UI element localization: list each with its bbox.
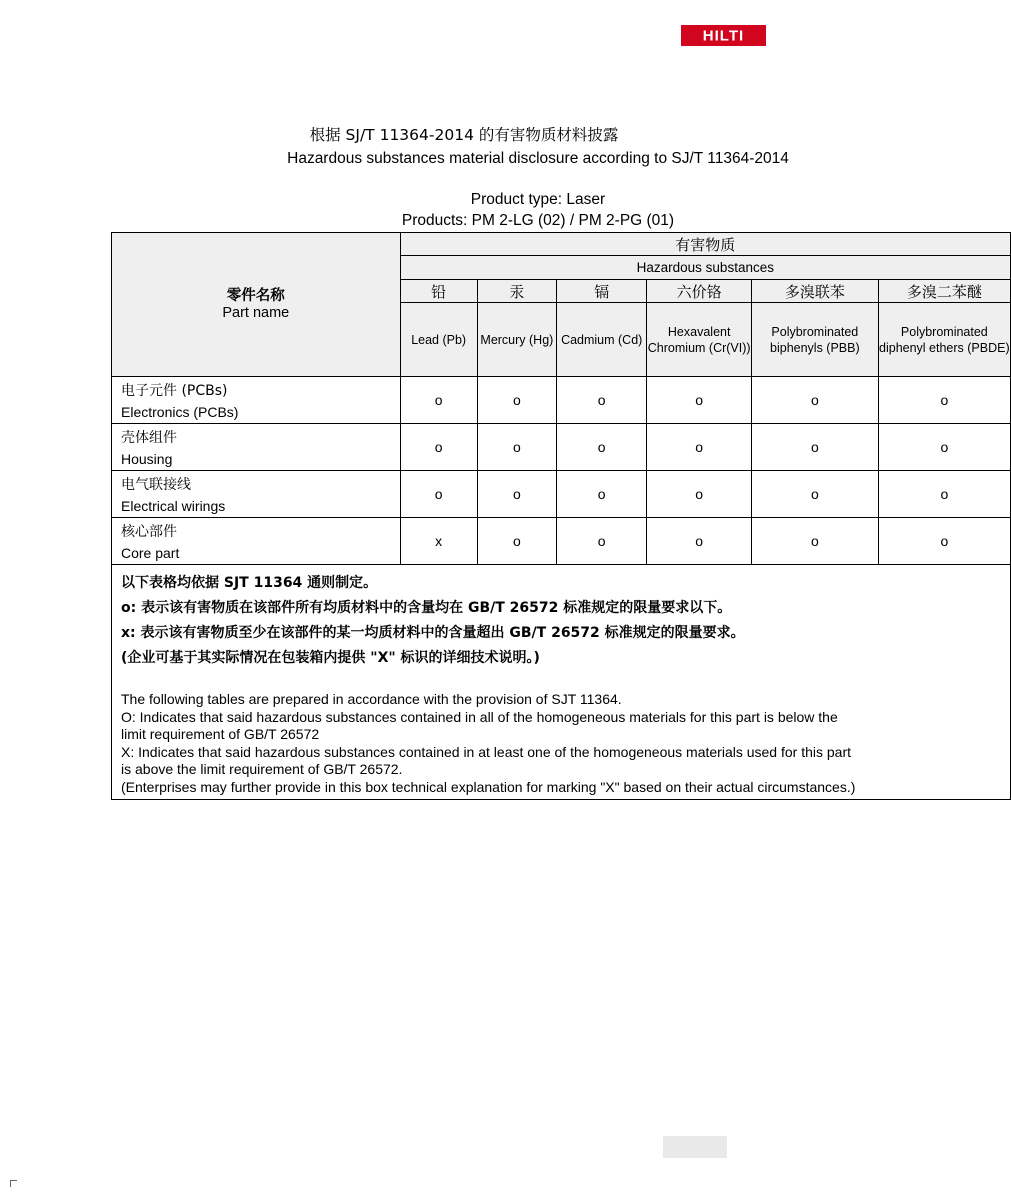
part-name-header: 零件名称 Part name (112, 233, 401, 377)
products-line: Products: PM 2-LG (02) / PM 2-PG (01) (401, 212, 675, 229)
cell-mark: o (647, 518, 752, 565)
cell-mark: o (557, 377, 647, 424)
col-zh-mercury: 汞 (477, 280, 556, 303)
cell-mark: o (878, 518, 1010, 565)
row-label: 电气联接线 Electrical wirings (112, 471, 401, 518)
col-en-pbb: Polybrominated biphenyls (PBB) (752, 303, 879, 377)
cell-mark: o (752, 471, 879, 518)
table-row (112, 424, 1011, 471)
cell-mark: o (400, 377, 477, 424)
col-zh-pbb: 多溴联苯 (752, 280, 879, 303)
cell-mark: o (752, 424, 879, 471)
table-row (112, 518, 1011, 565)
hazardous-substances-table-wrapper (111, 232, 1010, 795)
col-en-pbde: Polybrominated diphenyl ethers (PBDE) (878, 303, 1010, 377)
col-en-cadmium: Cadmium (Cd) (557, 303, 647, 377)
hilti-logo (681, 25, 766, 46)
col-zh-pbde: 多溴二苯醚 (878, 280, 1010, 303)
note-en-3: limit requirement of GB/T 26572 (121, 726, 320, 742)
group-header-zh: 有害物质 (400, 233, 1010, 256)
cell-mark: o (557, 518, 647, 565)
cell-mark: o (400, 471, 477, 518)
row-label: 壳体组件 Housing (112, 424, 401, 471)
note-zh-4: (企业可基于其实际情况在包装箱内提供 "X" 标识的详细技术说明。) (121, 650, 540, 666)
col-en-mercury: Mercury (Hg) (477, 303, 556, 377)
cell-mark: o (557, 424, 647, 471)
col-zh-chromium: 六价铬 (647, 280, 752, 303)
note-en-5: is above the limit requirement of GB/T 26572. (121, 761, 403, 777)
table-row (112, 377, 1011, 424)
col-zh-lead: 铅 (400, 280, 477, 303)
cell-mark: o (557, 471, 647, 518)
cell-mark: o (878, 377, 1010, 424)
cell-mark: o (477, 424, 556, 471)
title-english: Hazardous substances material disclosure according to SJ/T 11364-2014 (287, 150, 789, 167)
col-en-chromium: Hexavalent Chromium (Cr(VI)) (647, 303, 752, 377)
title-chinese: 根据 SJ/T 11364-2014 的有害物质材料披露 (309, 126, 619, 144)
cell-mark: o (647, 377, 752, 424)
table-row (112, 471, 1011, 518)
hazardous-substances-table (111, 232, 1011, 800)
note-zh-1: 以下表格均依据 SJT 11364 通则制定。 (121, 575, 378, 591)
page-number-box (663, 1136, 727, 1158)
note-en-1: The following tables are prepared in accordance with the provision of SJT 11364. (121, 691, 622, 707)
cell-mark: o (752, 377, 879, 424)
row-label: 电子元件 (PCBs) Electronics (PCBs) (112, 377, 401, 424)
cell-mark: o (647, 424, 752, 471)
note-zh-2: o: 表示该有害物质在该部件所有均质材料中的含量均在 GB/T 26572 标准规定的限量要求以下。 (121, 600, 732, 616)
cell-mark: o (400, 424, 477, 471)
group-header-en: Hazardous substances (400, 256, 1010, 280)
cell-mark: o (477, 471, 556, 518)
col-en-lead: Lead (Pb) (400, 303, 477, 377)
note-en-6: (Enterprises may further provide in this box technical explanation for marking "X" based on their actual circumstances.) (121, 778, 856, 795)
crop-mark (10, 1180, 17, 1187)
table-notes (112, 565, 1011, 800)
svg-text:HILTI: HILTI (702, 27, 745, 45)
cell-mark: o (878, 424, 1010, 471)
cell-mark: o (647, 471, 752, 518)
note-en-2: O: Indicates that said hazardous substances contained in all of the homogeneous materials for this part is below the (121, 708, 838, 725)
col-zh-cadmium: 镉 (557, 280, 647, 303)
cell-mark: o (752, 518, 879, 565)
row-label: 核心部件 Core part (112, 518, 401, 565)
cell-mark: o (477, 377, 556, 424)
product-type: Product type: Laser (470, 191, 606, 208)
cell-mark: o (477, 518, 556, 565)
cell-mark: o (878, 471, 1010, 518)
cell-mark: x (400, 518, 477, 565)
note-en-4: X: Indicates that said hazardous substances contained in at least one of the homogeneous materials used for this part (121, 743, 852, 760)
note-zh-3: x: 表示该有害物质至少在该部件的某一均质材料中的含量超出 GB/T 26572 标准规定的限量要求。 (121, 625, 745, 641)
